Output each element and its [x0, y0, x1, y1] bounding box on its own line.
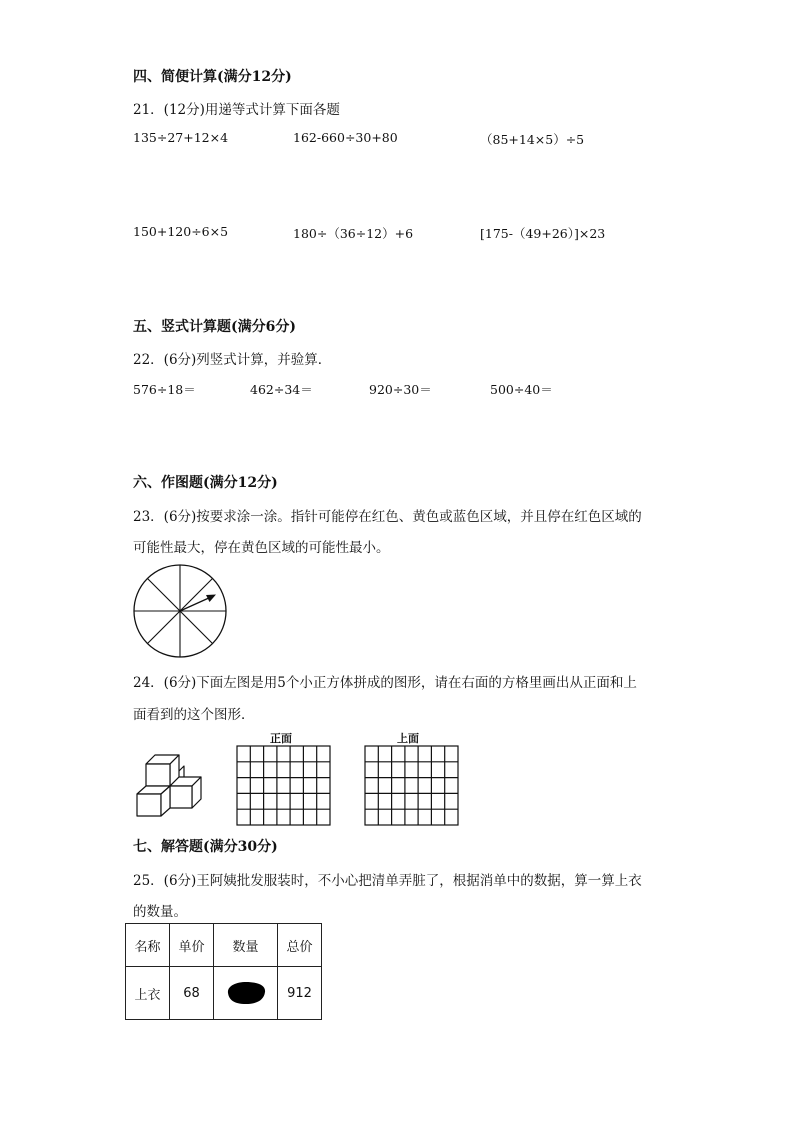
grid-top[interactable] [364, 745, 460, 827]
spinner-figure [131, 564, 231, 660]
question-21: 21．(12分)用递等式计算下面各题 [133, 102, 340, 118]
grid-front-label: 正面 [270, 732, 292, 745]
cell-quantity-smudged [214, 967, 278, 1020]
expr-21-6: [175-（49+26）]×23 [480, 226, 606, 241]
expr-22-1: 576÷18＝ [133, 382, 196, 397]
grid-front[interactable] [236, 745, 332, 827]
section-4-heading: 四、简便计算(满分12分) [133, 69, 292, 85]
expr-22-3: 920÷30＝ [369, 382, 432, 397]
cell-unit-price: 68 [170, 967, 214, 1020]
question-23-line2: 可能性最大，停在黄色区域的可能性最小。 [133, 540, 390, 556]
header-total: 总价 [278, 924, 322, 967]
section-6-heading: 六、作图题(满分12分) [133, 475, 278, 491]
expr-21-3: （85+14×5）÷5 [480, 132, 585, 147]
ink-smudge-icon [224, 980, 268, 1006]
header-quantity: 数量 [214, 924, 278, 967]
section-5-heading: 五、竖式计算题(满分6分) [133, 319, 296, 335]
table-row [126, 967, 322, 1020]
header-unit-price: 单价 [170, 924, 214, 967]
price-list-table [125, 923, 322, 1020]
section-7-heading: 七、解答题(满分30分) [133, 839, 278, 855]
spinner-pointer-arrow [180, 595, 216, 612]
expr-21-5: 180÷（36÷12）+6 [293, 226, 414, 241]
table-header-row [126, 924, 322, 967]
header-name: 名称 [126, 924, 170, 967]
cell-name: 上衣 [126, 967, 170, 1020]
cell-total: 912 [278, 967, 322, 1020]
question-25-line2: 的数量。 [133, 904, 187, 920]
grid-top-label: 上面 [397, 732, 419, 745]
expr-22-4: 500÷40＝ [490, 382, 553, 397]
question-24-line2: 面看到的这个图形． [133, 707, 255, 723]
expr-21-4: 150+120÷6×5 [133, 224, 229, 239]
question-25-line1: 25．(6分)王阿姨批发服装时，不小心把清单弄脏了，根据消单中的数据，算一算上衣 [133, 873, 642, 889]
question-22: 22．(6分)列竖式计算，并验算． [133, 352, 332, 368]
expr-21-1: 135÷27+12×4 [133, 130, 229, 145]
expr-21-2: 162-660÷30+80 [293, 130, 398, 145]
question-23-line1: 23．(6分)按要求涂一涂。指针可能停在红色、黄色或蓝色区域，并且停在红色区域的 [133, 509, 642, 525]
question-24-line1: 24．(6分)下面左图是用5个小正方体拼成的图形，请在右面的方格里画出从正面和上 [133, 675, 637, 691]
expr-22-2: 462÷34＝ [250, 382, 313, 397]
cubes-figure [131, 748, 206, 820]
